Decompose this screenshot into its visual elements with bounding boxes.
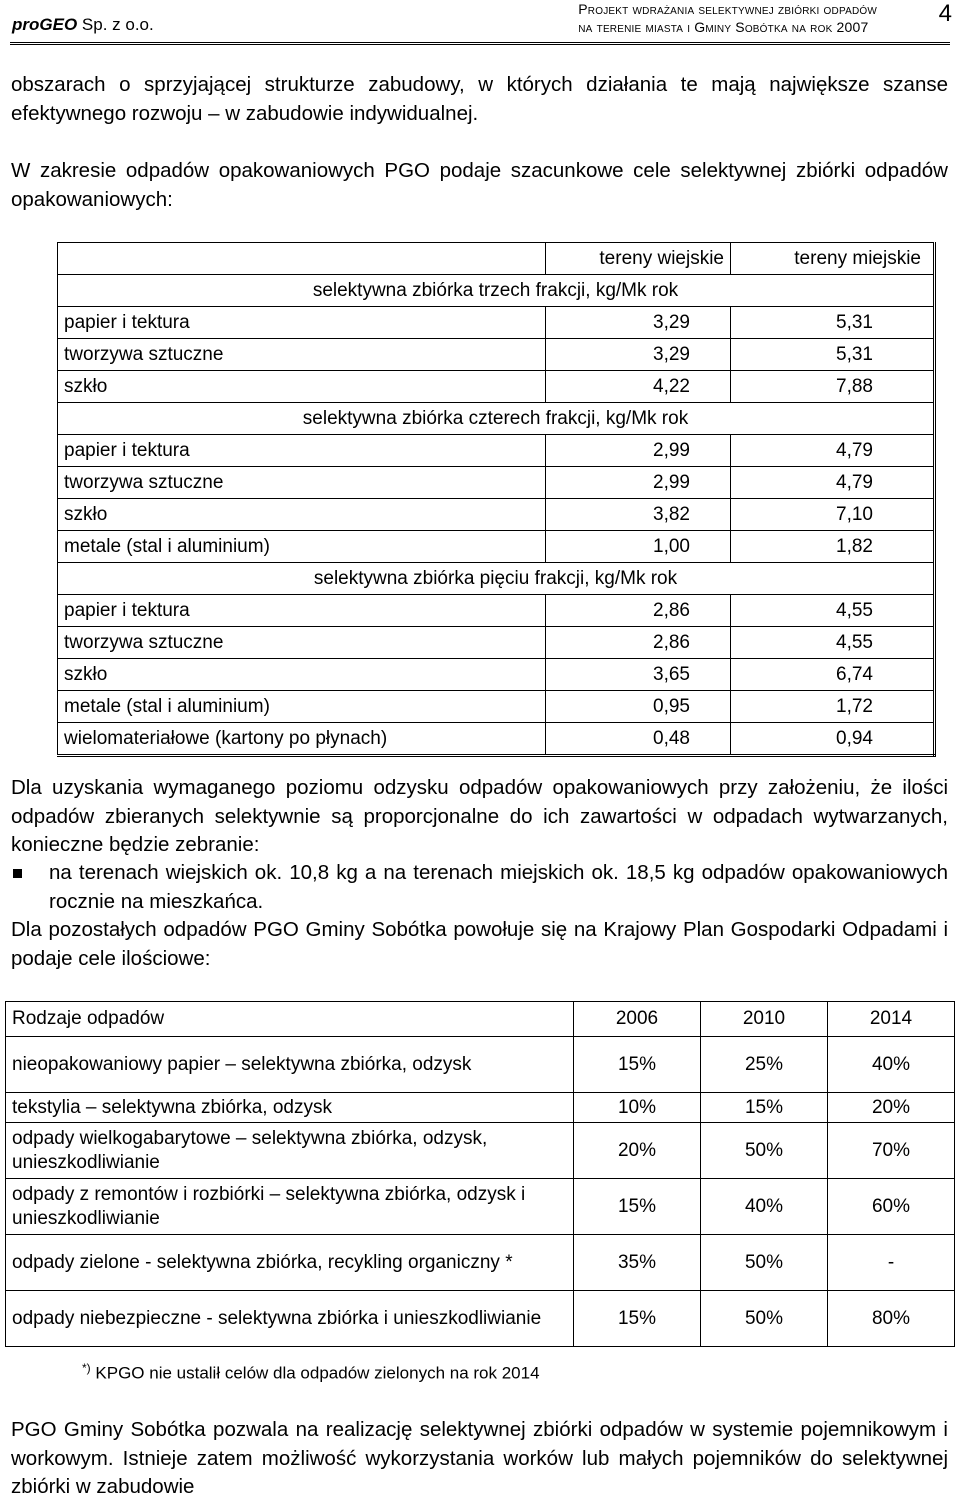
value-2010: 15% (701, 1093, 828, 1123)
rural-value: 3,82 (546, 499, 731, 531)
table1-header-urban: tereny miejskie (731, 243, 935, 275)
value-2006: 15% (574, 1179, 701, 1235)
waste-targets-table (5, 1001, 955, 1347)
rural-value: 3,65 (546, 659, 731, 691)
value-2014: 60% (828, 1179, 955, 1235)
table1-header-rural: tereny wiejskie (546, 243, 731, 275)
waste-type: odpady zielone - selektywna zbiórka, recykling organiczny * (6, 1235, 574, 1291)
row-name: papier i tektura (58, 595, 546, 627)
urban-value: 1,82 (731, 531, 935, 563)
table-row (6, 1235, 955, 1291)
footnote-text: KPGO nie ustalił celów dla odpadów zielonych na rok 2014 (90, 1363, 540, 1383)
table2-header-2010: 2010 (701, 1002, 828, 1037)
page-number: 4 (938, 0, 952, 27)
table-row (6, 1037, 955, 1093)
table2-header-2006: 2006 (574, 1002, 701, 1037)
urban-value: 5,31 (731, 307, 935, 339)
paragraph-4 (11, 916, 948, 973)
bullet-item (11, 859, 948, 916)
value-2014: 40% (828, 1037, 955, 1093)
paragraph-2 (11, 157, 948, 214)
rural-value: 3,29 (546, 307, 731, 339)
packaging-targets-table (57, 242, 936, 757)
table1-section-title: selektywna zbiórka pięciu frakcji, kg/Mk rok (58, 563, 935, 595)
waste-type: odpady wielkogabarytowe – selektywna zbiórka, odzysk, unieszkodliwianie (6, 1123, 574, 1179)
value-2006: 15% (574, 1037, 701, 1093)
value-2010: 40% (701, 1179, 828, 1235)
urban-value: 4,55 (731, 627, 935, 659)
table-row (58, 627, 935, 659)
paragraph-4-text: Dla pozostałych odpadów PGO Gminy Sobótka powołuje się na Krajowy Plan Gospodarki Odpadami i podaje cele ilościowe: (11, 918, 948, 970)
row-name: papier i tektura (58, 307, 546, 339)
table-row (58, 723, 935, 756)
rural-value: 2,99 (546, 435, 731, 467)
table-row (58, 435, 935, 467)
rural-value: 0,95 (546, 691, 731, 723)
value-2010: 25% (701, 1037, 828, 1093)
urban-value: 6,74 (731, 659, 935, 691)
row-name: wielomateriałowe (kartony po płynach) (58, 723, 546, 756)
table-row (58, 307, 935, 339)
rural-value: 3,29 (546, 339, 731, 371)
value-2014: 20% (828, 1093, 955, 1123)
urban-value: 4,55 (731, 595, 935, 627)
waste-type: odpady z remontów i rozbiórki – selektywna zbiórka, odzysk i unieszkodliwianie (6, 1179, 574, 1235)
value-2014: 80% (828, 1291, 955, 1347)
value-2014: 70% (828, 1123, 955, 1179)
urban-value: 0,94 (731, 723, 935, 756)
paragraph-1-text: obszarach o sprzyjającej strukturze zabudowy, w których działania te mają największe szanse efektywnego rozwoju – w zabudowie indywidualnej. (11, 73, 948, 125)
header-brand (12, 15, 154, 35)
table-row (6, 1093, 955, 1123)
table2-header-2014: 2014 (828, 1002, 955, 1037)
paragraph-1 (11, 71, 948, 128)
urban-value: 4,79 (731, 467, 935, 499)
table-row (58, 339, 935, 371)
brand-name: proGEO (12, 15, 78, 34)
value-2006: 15% (574, 1291, 701, 1347)
row-name: tworzywa sztuczne (58, 339, 546, 371)
header-rule (10, 42, 950, 47)
header-title-line1: Projekt wdrażania selektywnej zbiórki odpadów (578, 1, 877, 17)
urban-value: 4,79 (731, 435, 935, 467)
rural-value: 0,48 (546, 723, 731, 756)
bullet-text: na terenach wiejskich ok. 10,8 kg a na terenach miejskich ok. 18,5 kg odpadów opakowaniowych rocznie na mieszkańca. (49, 861, 948, 913)
table1-corner (58, 243, 546, 275)
value-2014: - (828, 1235, 955, 1291)
paragraph-5-text: PGO Gminy Sobótka pozwala na realizację selektywnej zbiórki odpadów w systemie pojemnikowym i workowym. Istnieje zatem możliwość wykorzystania worków lub małych pojemników do selektywnej zbiórki w zabudowie (11, 1418, 948, 1498)
urban-value: 5,31 (731, 339, 935, 371)
urban-value: 1,72 (731, 691, 935, 723)
paragraph-2-text: W zakresie odpadów opakowaniowych PGO podaje szacunkowe cele selektywnej zbiórki odpadów opakowaniowych: (11, 159, 948, 211)
table-row (6, 1291, 955, 1347)
table-row (6, 1123, 955, 1179)
waste-type: nieopakowaniowy papier – selektywna zbiórka, odzysk (6, 1037, 574, 1093)
row-name: metale (stal i aluminium) (58, 531, 546, 563)
header-title (578, 0, 877, 36)
row-name: tworzywa sztuczne (58, 627, 546, 659)
urban-value: 7,88 (731, 371, 935, 403)
table-row (58, 659, 935, 691)
value-2006: 35% (574, 1235, 701, 1291)
row-name: szkło (58, 659, 546, 691)
value-2006: 20% (574, 1123, 701, 1179)
table-row (6, 1179, 955, 1235)
value-2006: 10% (574, 1093, 701, 1123)
square-bullet-icon (13, 869, 22, 878)
table1-section-title: selektywna zbiórka czterech frakcji, kg/Mk rok (58, 403, 935, 435)
rural-value: 4,22 (546, 371, 731, 403)
table-row (58, 499, 935, 531)
table1-section-title: selektywna zbiórka trzech frakcji, kg/Mk rok (58, 275, 935, 307)
footnote-mark: *) (82, 1361, 91, 1375)
row-name: metale (stal i aluminium) (58, 691, 546, 723)
footnote (82, 1361, 540, 1384)
row-name: tworzywa sztuczne (58, 467, 546, 499)
header-title-line2: na terenie miasta i Gminy Sobótka na rok 2007 (578, 19, 869, 35)
paragraph-3 (11, 774, 948, 860)
rural-value: 2,86 (546, 595, 731, 627)
table2-header-type: Rodzaje odpadów (6, 1002, 574, 1037)
paragraph-3-text: Dla uzyskania wymaganego poziomu odzysku odpadów opakowaniowych przy założeniu, że ilości odpadów zbieranych selektywnie są proporcjonalne do ich zawartości w odpadach wytwarzanych, konieczne będzie zebranie: (11, 776, 948, 856)
row-name: szkło (58, 499, 546, 531)
table-row (58, 691, 935, 723)
row-name: papier i tektura (58, 435, 546, 467)
table-row (58, 467, 935, 499)
table-row (58, 531, 935, 563)
paragraph-5 (11, 1416, 948, 1502)
brand-suffix: Sp. z o.o. (77, 15, 154, 34)
value-2010: 50% (701, 1123, 828, 1179)
table-row (58, 595, 935, 627)
rural-value: 2,86 (546, 627, 731, 659)
value-2010: 50% (701, 1235, 828, 1291)
waste-type: tekstylia – selektywna zbiórka, odzysk (6, 1093, 574, 1123)
urban-value: 7,10 (731, 499, 935, 531)
row-name: szkło (58, 371, 546, 403)
table-row (58, 371, 935, 403)
value-2010: 50% (701, 1291, 828, 1347)
rural-value: 2,99 (546, 467, 731, 499)
waste-type: odpady niebezpieczne - selektywna zbiórka i unieszkodliwianie (6, 1291, 574, 1347)
rural-value: 1,00 (546, 531, 731, 563)
